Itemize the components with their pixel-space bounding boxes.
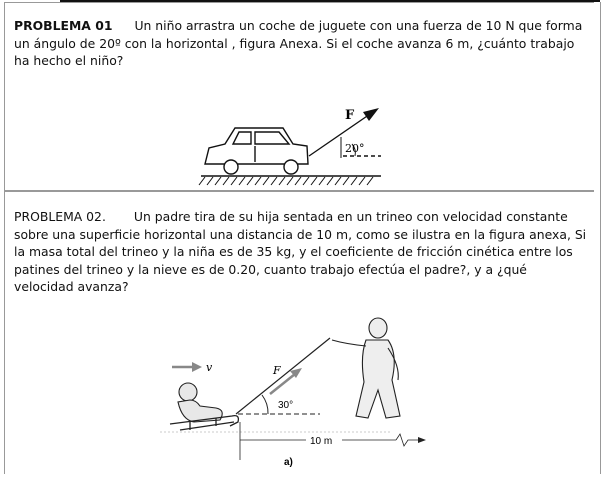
father-body <box>356 340 400 418</box>
car-wheel-rear <box>284 160 298 174</box>
velocity-label: v <box>206 361 213 374</box>
child-head <box>179 383 197 401</box>
problem-2-statement <box>14 208 588 296</box>
problem-2-text: Un padre tira de su hija sentada en un trineo con velocidad constante sobre una superficie horizontal una distancia de 10 m, como se ilustra en la figura anexa, Si la masa total del trineo y la niña es de 35 kg, y el coeficiente de fricción cinética entre los patines del trineo y la nieve es de 0.20, cuanto trabajo efectúa el padre?, y a ¿qué velocidad avanza? <box>14 209 587 294</box>
car-wheel-front <box>224 160 238 174</box>
sled-figure <box>160 310 445 470</box>
force-label: F <box>345 108 355 123</box>
father-head <box>369 318 387 338</box>
figure-caption: a) <box>284 457 293 468</box>
car-window-2 <box>255 132 289 144</box>
toy-car-figure <box>195 106 385 188</box>
problem-1-statement <box>14 17 588 70</box>
distance-label: 10 m <box>310 436 333 447</box>
father-arm <box>332 340 366 346</box>
angle-label: 30° <box>278 400 294 411</box>
car-window <box>233 132 251 144</box>
problem-1-text: Un niño arrastra un coche de juguete con una fuerza de 10 N que forma un ángulo de 20º con la horizontal , figura Anexa. Si el coche avanza 6 m, ¿cuánto trabajo ha hecho el niño? <box>14 18 583 68</box>
problem-2-label: PROBLEMA 02. <box>14 209 106 224</box>
force-label: F <box>273 364 281 377</box>
problem-1-label: PROBLEMA 01 <box>14 18 113 33</box>
force-arrowhead <box>363 108 379 121</box>
angle-label: 20° <box>345 142 365 155</box>
car-body <box>205 128 308 164</box>
velocity-arrowhead <box>192 362 202 372</box>
